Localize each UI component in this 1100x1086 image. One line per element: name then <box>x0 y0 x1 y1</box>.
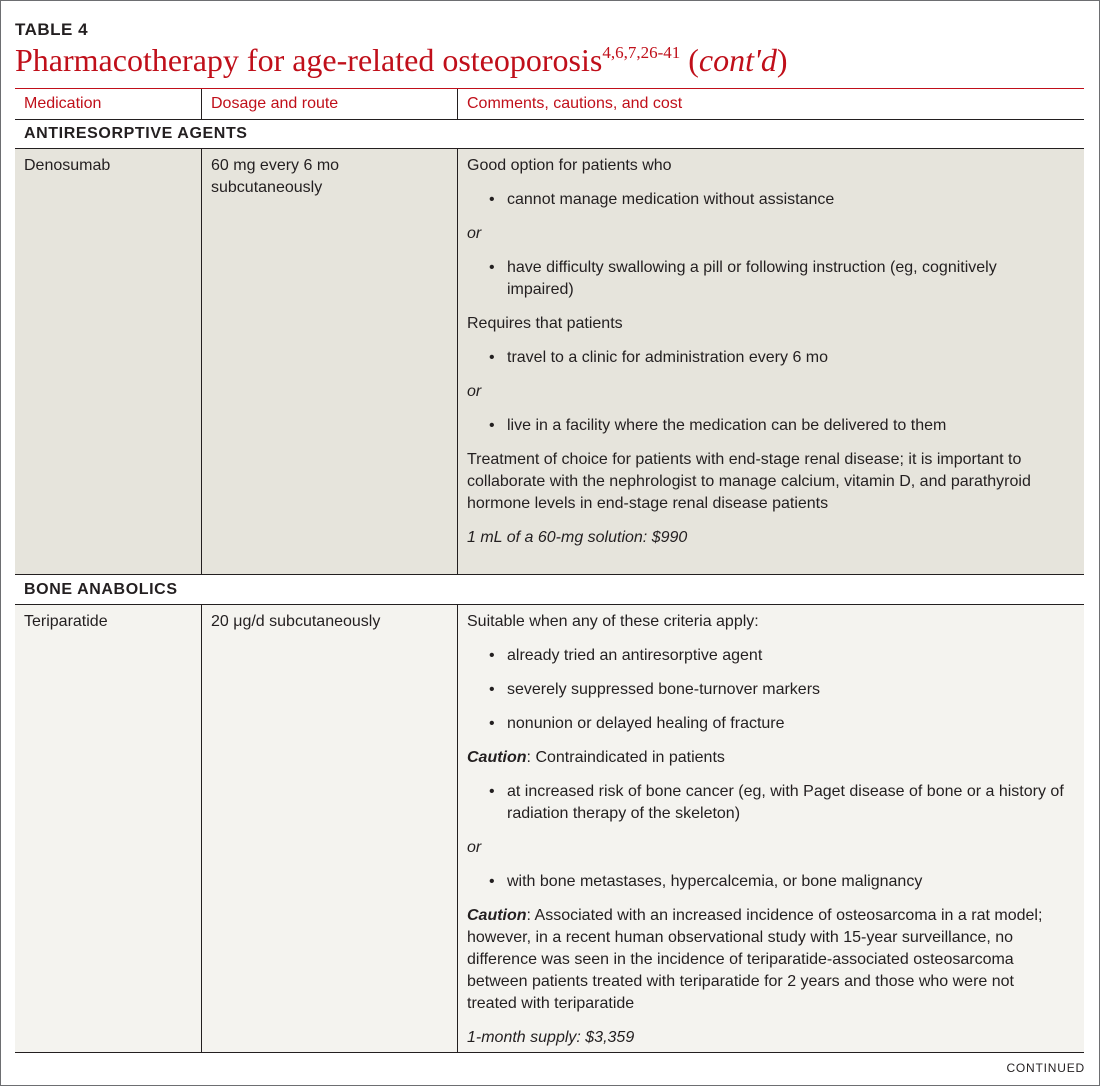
bullet-icon: • <box>489 783 495 800</box>
table-row-teriparatide <box>15 605 1084 1053</box>
bullet-icon: • <box>489 417 495 434</box>
bullet-icon: • <box>489 191 495 208</box>
header-medication: Medication <box>24 95 102 112</box>
caution-text <box>467 905 1066 1015</box>
bullet-icon: • <box>489 259 495 276</box>
bullet-list <box>467 347 1066 369</box>
caution-label: Caution <box>467 749 527 766</box>
comment-text: Good option for patients who <box>467 157 672 174</box>
caution-body: : Associated with an increased incidence of osteosarcoma in a rat model; however, in a recent human observational study with 15-year surveillance, no difference was seen in the incidence of teriparatide-associated osteosarcoma between patients treated with teriparatide for 2 years and those who were not treated with teriparatide <box>467 907 1043 1012</box>
list-item <box>467 347 1066 369</box>
medication-cell: Teriparatide <box>24 613 108 630</box>
list-item <box>467 679 1066 701</box>
list-item-text: severely suppressed bone-turnover markers <box>507 681 821 698</box>
comment-text: Treatment of choice for patients with end-stage renal disease; it is important to collaborate with the nephrologist to manage calcium, vitamin D, and parathyroid hormone levels in end-stage renal disease patients <box>467 451 1031 512</box>
caution-text <box>467 747 1066 769</box>
bullet-icon: • <box>489 681 495 698</box>
title-paren: (cont'd) <box>688 42 788 78</box>
list-item-text: already tried an antiresorptive agent <box>507 647 763 664</box>
dosage-cell: 60 mg every 6 mo subcutaneously <box>201 149 457 574</box>
list-item-text: with bone metastases, hypercalcemia, or bone malignancy <box>507 873 923 890</box>
list-item <box>467 713 1066 735</box>
section-antiresorptive: ANTIRESORPTIVE AGENTS <box>15 119 1084 149</box>
section-anabolic: BONE ANABOLICS <box>15 575 1084 605</box>
cost-text: 1-month supply: $3,359 <box>467 1029 635 1046</box>
list-item <box>467 871 1066 893</box>
page-title <box>15 42 788 79</box>
or-text: or <box>467 225 482 242</box>
list-item <box>467 257 1066 301</box>
list-item-text: have difficulty swallowing a pill or following instruction (eg, cognitively impaired) <box>507 259 997 298</box>
caution-label: Caution <box>467 907 527 924</box>
list-item <box>467 189 1066 211</box>
table-label: TABLE 4 <box>15 20 89 39</box>
comment-text: Requires that patients <box>467 315 623 332</box>
cost-text: 1 mL of a 60-mg solution: $990 <box>467 529 688 546</box>
list-item-text: live in a facility where the medication can be delivered to them <box>507 417 947 434</box>
continued-label: CONTINUED <box>1006 1061 1085 1075</box>
table-row-denosumab <box>15 149 1084 575</box>
list-item <box>467 781 1066 825</box>
medication-cell: Denosumab <box>24 157 111 174</box>
list-item-text: travel to a clinic for administration every 6 mo <box>507 349 829 366</box>
bullet-list <box>467 189 1066 211</box>
list-item-text: at increased risk of bone cancer (eg, with Paget disease of bone or a history of radiation therapy of the skeleton) <box>507 783 1064 822</box>
title-refs: 4,6,7,26-41 <box>602 43 681 62</box>
or-text: or <box>467 839 482 856</box>
comments-cell <box>457 605 1084 1052</box>
bullet-icon: • <box>489 349 495 366</box>
comments-cell <box>457 149 1084 574</box>
list-item-text: nonunion or delayed healing of fracture <box>507 715 785 732</box>
bullet-list <box>467 871 1066 893</box>
dosage-cell: 20 μg/d subcutaneously <box>201 605 457 1052</box>
title-main: Pharmacotherapy for age-related osteoporosis <box>15 42 603 78</box>
bullet-list <box>467 415 1066 437</box>
bullet-icon: • <box>489 873 495 890</box>
bullet-icon: • <box>489 715 495 732</box>
comment-text: Suitable when any of these criteria apply: <box>467 613 759 630</box>
list-item <box>467 415 1066 437</box>
bullet-list <box>467 781 1066 825</box>
or-text: or <box>467 383 482 400</box>
bullet-list <box>467 645 1066 735</box>
table-header <box>15 88 1084 120</box>
caution-body: : Contraindicated in patients <box>526 749 725 766</box>
bullet-list <box>467 257 1066 301</box>
list-item <box>467 645 1066 667</box>
list-item-text: cannot manage medication without assistance <box>507 191 835 208</box>
header-dosage: Dosage and route <box>201 89 457 119</box>
title-suffix: cont'd <box>698 42 777 78</box>
bullet-icon: • <box>489 647 495 664</box>
header-comments: Comments, cautions, and cost <box>457 89 1084 119</box>
